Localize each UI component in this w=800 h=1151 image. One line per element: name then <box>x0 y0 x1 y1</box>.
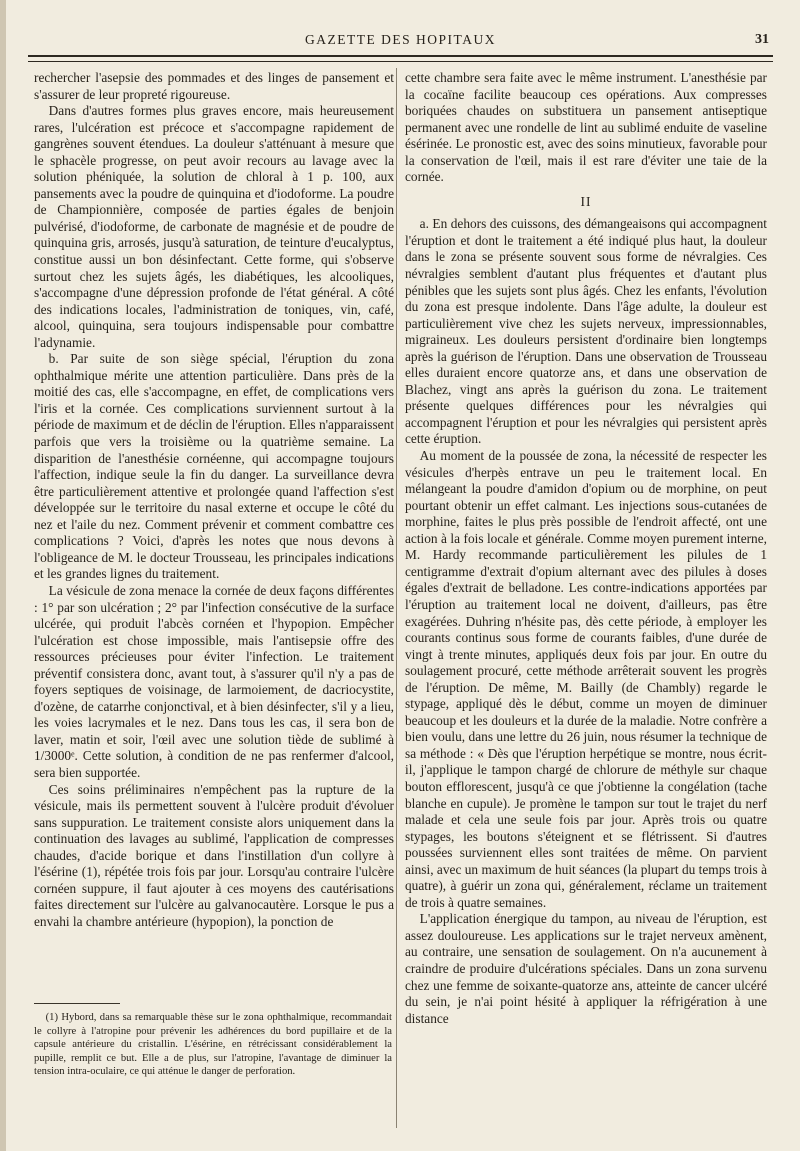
column-divider <box>396 68 397 1128</box>
paragraph: cette chambre sera faite avec le même instrument. L'anesthésie par la cocaïne facilite beaucoup ces opérations. Aux compresses boriquées chaudes on substituera un pansement antiseptique permanent avec une rondelle de lint au sublimé enduite de vaseline ésérinée. Le pronostic est, avec des soins minutieux, favorable pour la conservation de l'œil, mais il est rare d'éviter une taie de la cornée. <box>405 70 767 185</box>
paragraph: b. Par suite de son siège spécial, l'éruption du zona ophthalmique mérite une attention particulière. Dans près de la moitié des cas, elle s'accompagne, en effet, de complications vers l'iris et la cornée. Ces complications surviennent surtout à la période de maximum et de déclin de l'éruption. Elles n'apparaissent parfois que vers la troisième ou la quatrième semaine. La disparition de l'anesthésie cornéenne, qui accompagne toujours l'affection, indique seule la fin du danger. La surveillance devra être particulièrement attentive et prolongée quand l'affection s'est développée sur le territoire du nasal externe et occupe le côté du nez et l'aile du nez. Comment prévenir et comment combattre ces complications ? Voici, d'après les notes que nous devons à l'obligeance de M. le docteur Trousseau, les principales indications et les grandes lignes du traitement. <box>34 351 394 582</box>
footnote-text: (1) Hybord, dans sa remarquable thèse sur le zona ophthalmique, recommandait le collyre à l'atropine pour prévenir les adhérences du bord pupillaire et de la capsule antérieure du cristallin. L'ésérine, en rétrécissant considérablement la pupille, remplit ce but. Elle a de plus, sur l'atropine, l'avantage de diminuer la tension intra-oculaire, ce qui atténue le danger de perforation. <box>34 1012 392 1078</box>
paragraph: rechercher l'asepsie des pommades et des linges de pansement et s'assurer de leur propreté rigoureuse. <box>34 70 394 102</box>
paragraph: La vésicule de zona menace la cornée de deux façons différentes : 1° par son ulcération ; 2° par l'infection consécutive de la surface ulcérée, qui produit l'abcès cornéen et l'hypopion. Empêcher l'ulcération est chose impossible, mais l'antisepsie offre des ressources précieuses pour éviter l'infection. Le traitement préventif consistera donc, avant tout, à s'assurer qu'il n'y a pas de foyers septiques de voisinage, de larmoiement, de dacriocystite, d'ozène, de catarrhe conjonctival, et à bien désinfecter, s'il y a lieu, les voies lacrymales et le nez. Dans tous les cas, il sera bon de laver, matin et soir, l'œil avec une solution tiède de sublimé à 1/3000ᵉ. Cette solution, à condition de ne pas renfermer d'alcool, sera bien supportée. <box>34 582 394 780</box>
page-binding-edge <box>0 0 6 1151</box>
header-rule-thick <box>28 55 773 57</box>
paragraph: L'application énergique du tampon, au niveau de l'éruption, est assez douloureuse. Les applications sur le trajet nerveux amènent, au contraire, une sensation de soulagement. On n'a aucunement à craindre de produire d'ulcérations spéciales. Dans un zona survenu chez une femme de soixante-quatorze ans, atteinte de cancer ulcéré du sein, je n'ai point hésité à appliquer la réfrigération à une distance <box>405 911 767 1026</box>
right-column <box>405 70 767 1027</box>
paragraph: a. En dehors des cuissons, des démangeaisons qui accompagnent l'éruption et dont le traitement a été indiqué plus haut, la douleur dans le zona se présente souvent sous forme de névralgies. Ces névralgies semblent d'autant plus fréquentes et d'autant plus pénibles que les sujets sont plus âgés. Chez les enfants, l'évolution du zona est presque indolente. Dans l'âge adulte, la douleur est particulièrement vive chez les sujets nerveux, impressionnables, migraineux. Les douleurs persistent d'ordinaire bien longtemps après la guérison de l'éruption. Dans une observation de Trousseau elles duraient encore quatorze ans, et dans une observation de Blachez, vingt ans après la guérison du zona. Le traitement présente quelques différences pour les névralgies qui accompagnent l'éruption et pour les névralgies qui persistent après cette éruption. <box>405 216 767 447</box>
paragraph: Dans d'autres formes plus graves encore, mais heureusement rares, l'ulcération est précoce et s'accompagne rapidement de gangrènes souvent étendues. La douleur s'atténuant à mesure que le sphacèle progresse, on peut avoir recours au lavage avec la solution phéniquée, la solution de chloral à 1 p. 100, aux pansements avec la poudre de quinquina et d'iodoforme. La poudre de Championnière, composée de parties égales de benjoin pulvérisé, d'iodoforme, de carbonate de magnésie et de poudre de quinquina gris, arrosés, jusqu'à saturation, de teinture d'eucalyptus, constitue aussi un bon désinfectant. Cette forme, qui s'observe surtout chez les sujets âgés, les diabétiques, les alcooliques, s'accompagne d'une dépression profonde de l'état général. A côté des indications locales, l'administration de toniques, vin, café, alcool, quinquina, sera toujours indispensable pour combattre l'adynamie. <box>34 103 394 350</box>
running-header <box>28 28 773 50</box>
header-rule-thin <box>28 61 773 62</box>
paragraph: Ces soins préliminaires n'empêchent pas la rupture de la vésicule, mais ils permettent souvent à l'ulcère produit d'évoluer sans suppuration. Le traitement consiste alors uniquement dans la continuation des lavages au sublimé, l'application de compresses chaudes, d'acide borique et dans l'instillation d'un collyre à l'ésérine (1), répétée trois fois par jour. Lorsqu'au contraire l'ulcère cornéen suppure, il faut ajouter à ces moyens des cautérisations faites directement sur l'ulcère au galvanocautère. Lorsque le pus a envahi la chambre antérieure (hypopion), la ponction de <box>34 781 394 929</box>
journal-title: GAZETTE DES HOPITAUX <box>305 32 496 47</box>
footnote <box>34 1011 392 1079</box>
paragraph: Au moment de la poussée de zona, la nécessité de respecter les vésicules d'herpès entrave un peu le traitement local. En mélangeant la poudre d'amidon d'opium ou de morphine, on peut pourtant obtenir un effet calmant. Les injections sous-cutanées de morphine, faites le plus près possible de l'endroit affecté, ont une action à la fois locale et générale. Comme moyen purement interne, M. Hardy recommande particulièrement les pilules de 1 centigramme d'extrait d'opium alternant avec des pilules à doses égales d'extrait de belladone. Les contre-indications apportées par l'éruption au traitement local ne doivent, d'ailleurs, pas être exagérées. Duhring n'hésite pas, dès cette période, à employer les courants continus sous forme de courants faibles, d'une durée de vingt à trente minutes, appliqués deux fois par jour. En outre du soulagement procuré, cette méthode arrêterait souvent les progrès de l'éruption. De même, M. Bailly (de Chambly) regarde le stypage, appliqué dès le début, comme un moyen de diminuer beaucoup et les douleurs et la durée de la maladie. Notre confrère a bien voulu, dans une lettre du 26 juin, nous résumer la technique de sa méthode : « Dès que l'éruption herpétique se montre, nous écrit-il, j'applique le tampon chargé de chlorure de méthyle sur chaque bouton efflorescent, jusqu'à ce que j'obtienne la congélation (tache blanche en cupule). Je promène le tampon sur tout le trajet du nerf malade et cela une seule fois par jour. Après trois ou quatre stypages, les boutons s'éteignent et se flétrissent. Si d'autres poussées surviennent elles sont traitées de même. On parvient ainsi, avec un maximum de huit séances (la plupart du temps trois à quatre), à guérir un zona qui, généralement, réclame un traitement de trois à quatre semaines. <box>405 448 767 910</box>
section-heading: II <box>580 193 592 209</box>
footnote-rule <box>34 1003 120 1004</box>
left-column <box>34 70 394 930</box>
page-number: 31 <box>755 32 769 47</box>
